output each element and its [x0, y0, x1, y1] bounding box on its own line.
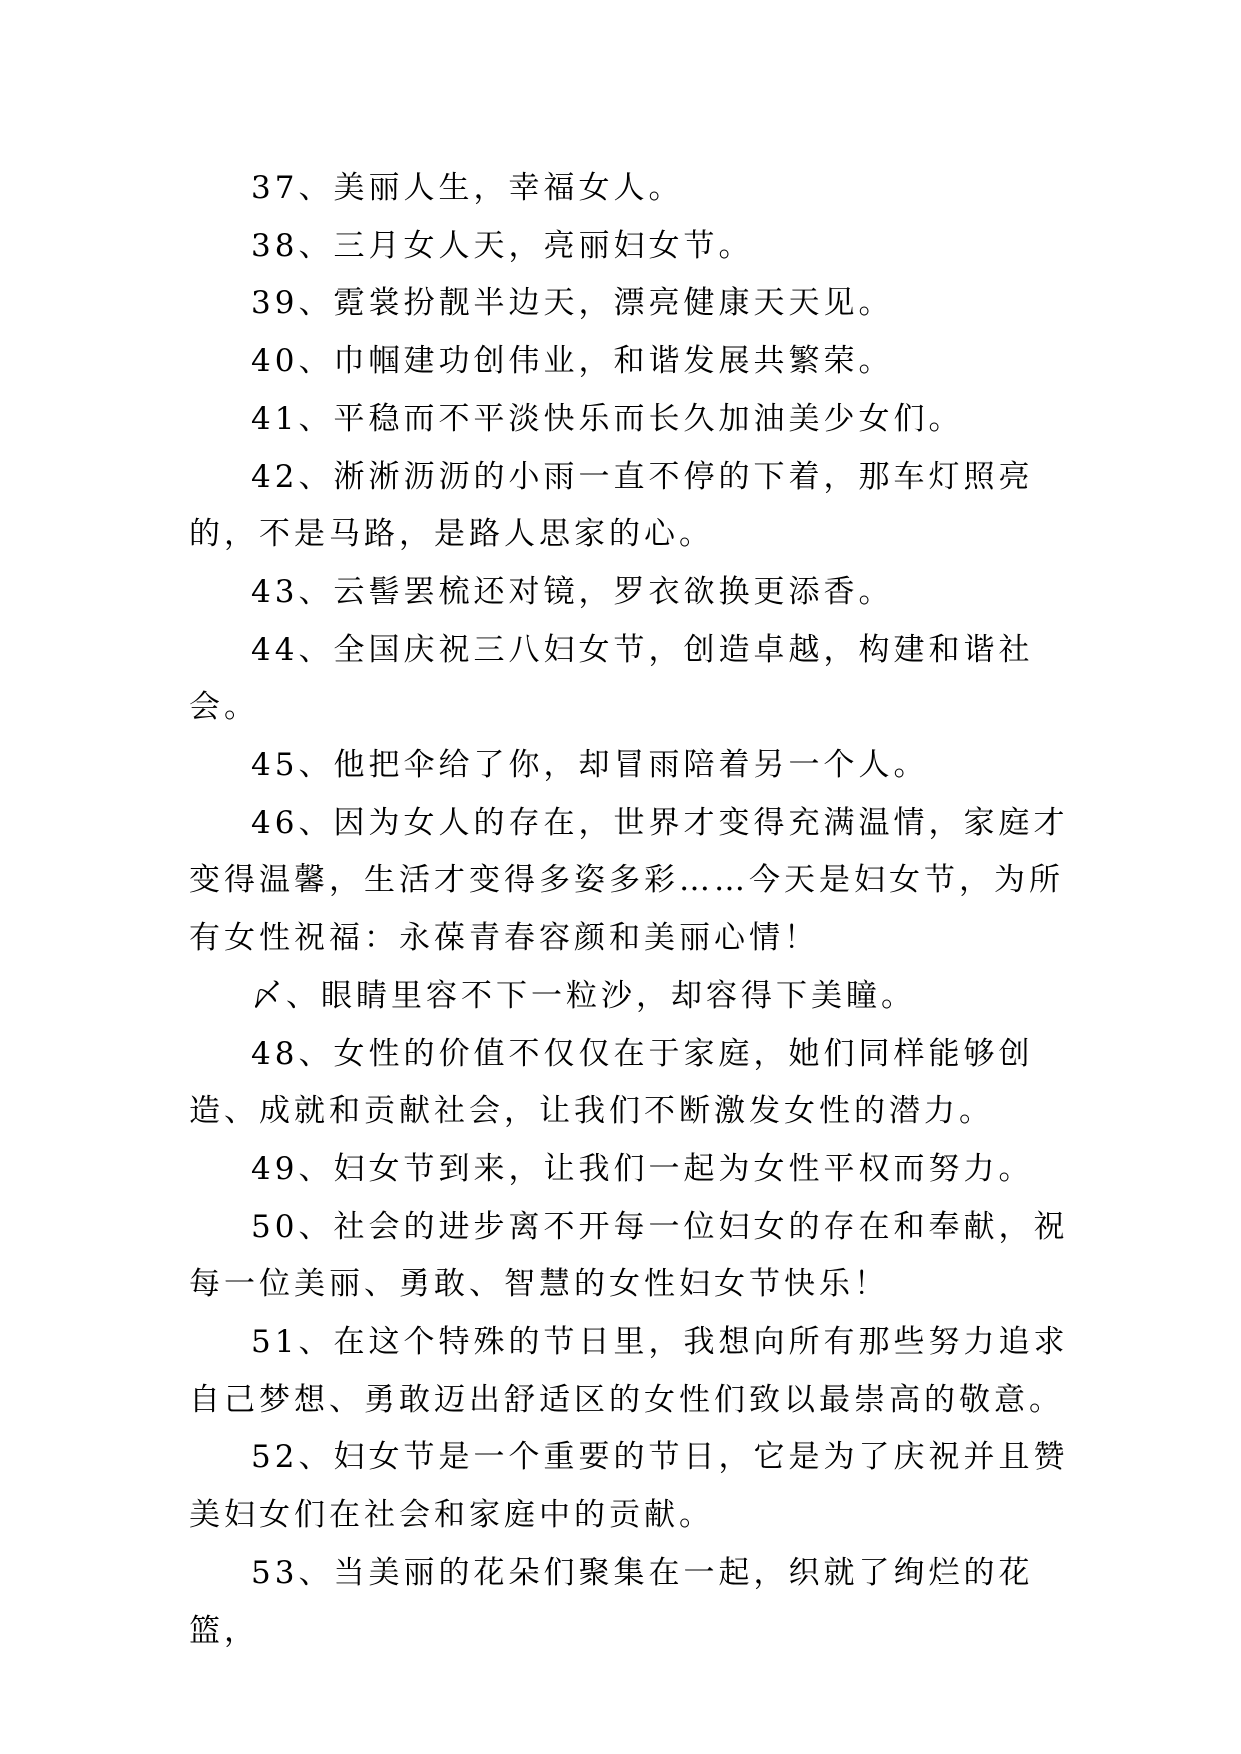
document-body: [189, 160, 1069, 1660]
paragraph-37: 37、美丽人生，幸福女人。: [251, 170, 684, 206]
paragraph-41: 41、平稳而不平淡快乐而长久加油美少女们。: [251, 400, 964, 437]
paragraph-49: 49、妇女节到来，让我们一起为女性平权而努力。: [251, 1150, 1034, 1187]
paragraph-53: 53、当美丽的花朵们聚集在一起，织就了绚烂的花篮，: [189, 1554, 1034, 1649]
paragraph-47: 〆、眼睛里容不下一粒沙，却容得下美瞳。: [251, 977, 916, 1014]
paragraph-39: 39、霓裳扮靓半边天，漂亮健康天天见。: [251, 285, 894, 322]
paragraph-43: 43、云髻罢梳还对镜，罗衣欲换更添香。: [251, 573, 894, 610]
paragraph-42: 42、淅淅沥沥的小雨一直不停的下着，那车灯照亮的，不是马路，是路人思家的心。: [189, 458, 1034, 553]
paragraph-40: 40、巾帼建功创伟业，和谐发展共繁荣。: [251, 343, 894, 380]
paragraph-46: 46、因为女人的存在，世界才变得充满温情，家庭才变得温馨，生活才变得多姿多彩……今天是妇女节，为所有女性祝福：永葆青春容颜和美丽心情！: [189, 804, 1069, 957]
paragraph-48: 48、女性的价值不仅仅在于家庭，她们同样能够创造、成就和贡献社会，让我们不断激发女性的潜力。: [189, 1035, 1034, 1130]
paragraph-45: 45、他把伞给了你，却冒雨陪着另一个人。: [251, 747, 929, 784]
paragraph-44: 44、全国庆祝三八妇女节，创造卓越，构建和谐社会。: [189, 631, 1034, 726]
paragraph-38: 38、三月女人天，亮丽妇女节。: [251, 227, 754, 264]
paragraph-52: 52、妇女节是一个重要的节日，它是为了庆祝并且赞美妇女们在社会和家庭中的贡献。: [189, 1439, 1069, 1534]
paragraph-50: 50、社会的进步离不开每一位妇女的存在和奉献，祝每一位美丽、勇敢、智慧的女性妇女节快乐！: [189, 1208, 1069, 1303]
paragraph-51: 51、在这个特殊的节日里，我想向所有那些努力追求自己梦想、勇敢迈出舒适区的女性们致以最崇高的敬意。: [189, 1324, 1069, 1418]
